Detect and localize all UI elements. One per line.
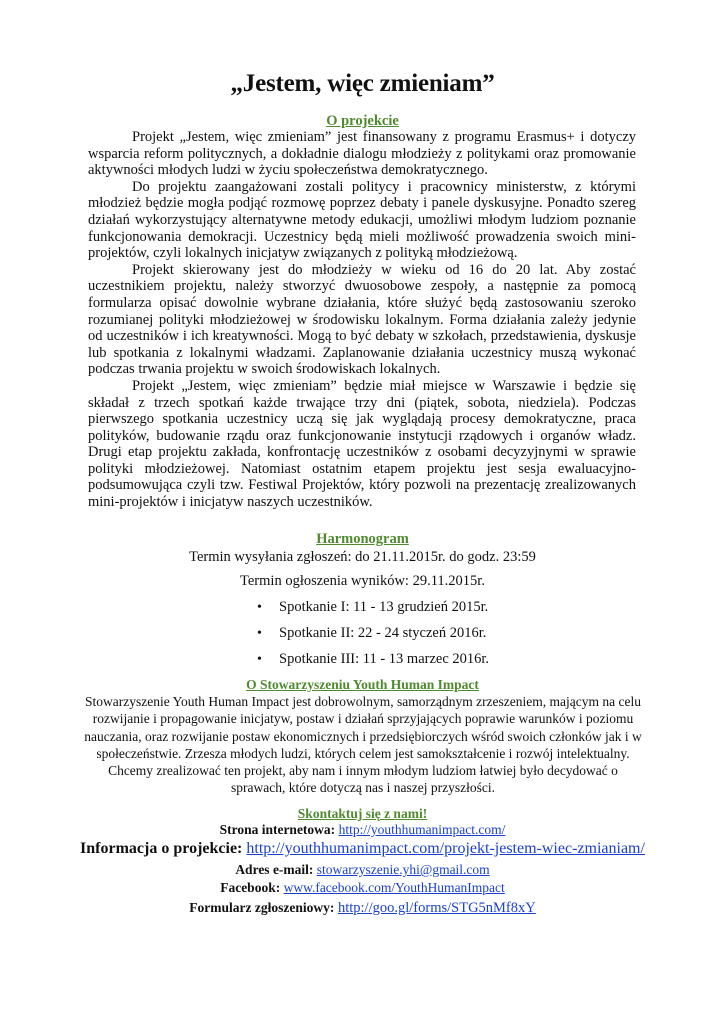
- about-heading-text: O projekcie: [326, 113, 399, 129]
- association-heading: [0, 677, 725, 693]
- meeting-item: [257, 625, 486, 642]
- association-text: Stowarzyszenie Youth Human Impact jest dobrowolnym, samorządnym zrzeszeniem, mającym na celu rozwijanie i propagowanie inicjatyw, postaw i działań sprzyjających poprawie warunków i poziomu nauczania, oraz rozwijanie postaw ekonomicznych i przedsiębiorczych wśród swoich członków jak i w społeczeństwie. Zrzesza młodych ludzi, których celem jest samokształcenie i rozwój intelektualny. Chcemy zrealizować ten projekt, aby nam i innym młodym ludziom łatwiej było decydować o sprawach, które dotyczą nas i naszej przyszłości.: [84, 694, 642, 796]
- contact-website-row: [0, 822, 725, 838]
- about-paragraph-2: Do projektu zaangażowani zostali politycy i pracownicy ministerstw, z którymi młodzież będzie mogła podjąć rozmowę poprzez debaty i panele dyskusyjne. Ponadto szereg działań wykorzystujący alternatywne metody edukacji, umożliwi młodym ludziom poznanie funkcjonowania demokracji. Uczestnicy będą mieli możliwość prowadzenia swoich mini-projektów, czyli lokalnych inicjatyw związanych z polityką młodzieżową.: [88, 178, 636, 262]
- contact-facebook-row: [0, 880, 725, 896]
- facebook-link[interactable]: www.facebook.com/YouthHumanImpact: [283, 880, 505, 895]
- application-deadline: Termin wysyłania zgłoszeń: do 21.11.2015r. do godz. 23:59: [189, 549, 536, 565]
- bullet-icon: •: [257, 626, 262, 641]
- contact-project-row: [0, 840, 725, 858]
- about-heading: [0, 113, 725, 130]
- bullet-icon: •: [257, 652, 262, 667]
- website-label: Strona internetowa:: [219, 822, 336, 837]
- results-date: Termin ogłoszenia wyników: 29.11.2015r.: [240, 573, 485, 589]
- about-paragraph-1: Projekt „Jestem, więc zmieniam” jest finansowany z programu Erasmus+ i dotyczy wsparcia reform politycznych, a dokładnie dialogu młodzieży z politykami oraz promowanie aktywności młodych ludzi w życiu społeczeństwa demokratycznego.: [88, 129, 636, 179]
- about-body: [88, 129, 636, 511]
- document-title: „Jestem, więc zmieniam”: [230, 70, 495, 97]
- project-info-label: Informacja o projekcie:: [80, 840, 243, 857]
- meeting-text: Spotkanie I: 11 - 13 grudzień 2015r.: [279, 599, 489, 615]
- email-label: Adres e-mail:: [235, 862, 314, 877]
- meeting-text: Spotkanie III: 11 - 13 marzec 2016r.: [279, 651, 490, 667]
- website-link[interactable]: http://youthhumanimpact.com/: [338, 822, 506, 837]
- contact-form-row: [0, 900, 725, 917]
- about-paragraph-3: Projekt skierowany jest do młodzieży w wieku od 16 do 20 lat. Aby zostać uczestnikiem projektu, należy stworzyć dwuosobowe zespoły, a następnie za pomocą formularza opisać dowolnie wybrane działania, które służyć będą zastosowaniu szeroko rozumianej polityki młodzieżowej w środowisku lokalnym. Forma działania zależy jedynie od uczestników i ich kreatywności. Mogą to być debaty w szkołach, przedstawienia, dyskusje lub spotkania z lokalnymi władzami. Zaplanowanie działania uczestnicy muszą wykonać podczas trwania projektu w swoich środowiskach lokalnych.: [88, 261, 636, 378]
- bullet-icon: •: [257, 600, 262, 615]
- meeting-item: [257, 599, 488, 616]
- about-paragraph-4: Projekt „Jestem, więc zmieniam” będzie miał miejsce w Warszawie i będzie się składał z trzech spotkań każde trwające trzy dni (piątek, sobota, niedziela). Podczas pierwszego spotkania uczestnicy uczą się jak wyglądają procesy demokratyczne, praca polityków, budowanie rządu oraz funkcjonowanie instytucji rządowych i organów władz. Drugi etap projektu zakłada, konfrontację uczestników z osobami decyzyjnymi w sprawie polityki młodzieżowej. Natomiast ostatnim etapem projektu jest sesja ewaluacyjno-podsumowująca czyli tzw. Festiwal Projektów, który pozwoli na prezentację zrealizowanych mini-projektów i inicjatyw naszych uczestników.: [88, 377, 636, 511]
- email-link[interactable]: stowarzyszenie.yhi@gmail.com: [316, 862, 490, 877]
- contact-heading: [0, 806, 725, 822]
- project-info-link[interactable]: http://youthhumanimpact.com/projekt-jestem-wiec-zmianiam/: [246, 840, 645, 857]
- meeting-item: [257, 651, 489, 668]
- contact-email-row: [0, 862, 725, 878]
- facebook-label: Facebook:: [220, 880, 281, 895]
- schedule-heading: [0, 531, 725, 548]
- meeting-text: Spotkanie II: 22 - 24 styczeń 2016r.: [279, 625, 487, 641]
- form-link[interactable]: http://goo.gl/forms/STG5nMf8xY: [337, 900, 536, 916]
- form-label: Formularz zgłoszeniowy:: [189, 900, 335, 915]
- association-heading-text: O Stowarzyszeniu Youth Human Impact: [246, 677, 479, 692]
- schedule-heading-text: Harmonogram: [316, 531, 409, 547]
- contact-heading-text: Skontaktuj się z nami!: [297, 806, 428, 821]
